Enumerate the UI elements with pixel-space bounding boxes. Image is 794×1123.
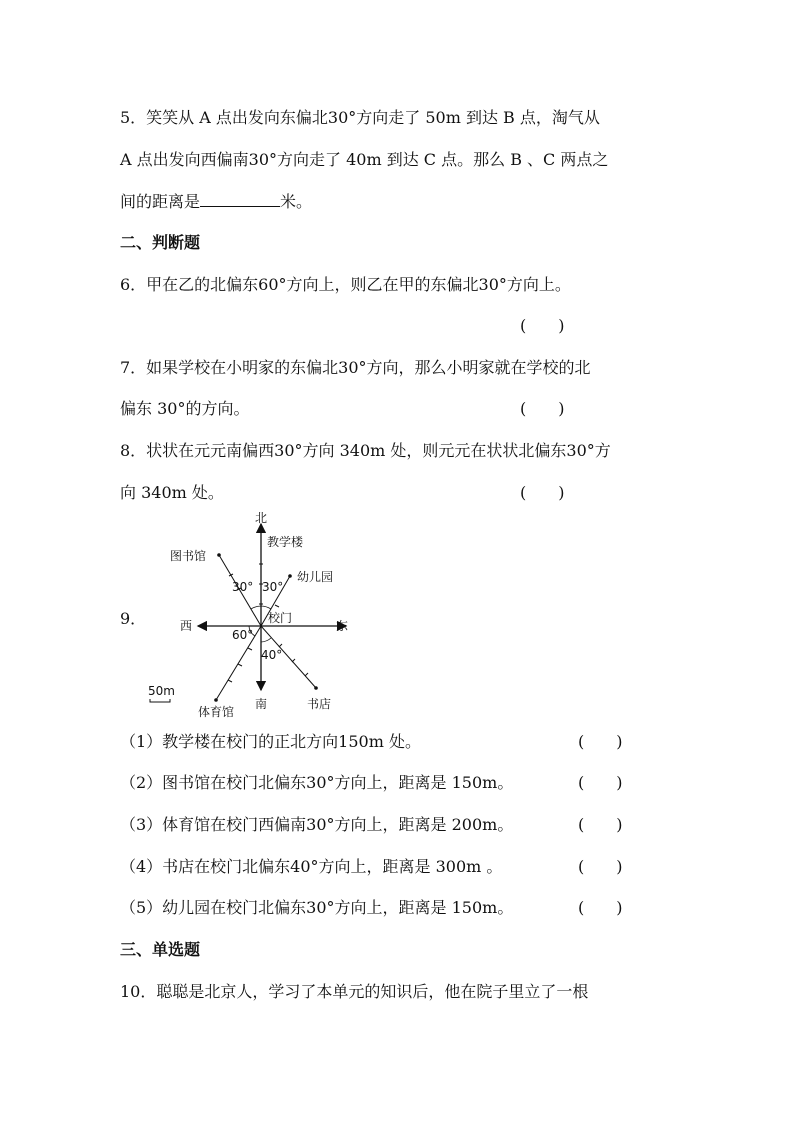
label-teaching-building: 教学楼 <box>267 535 304 549</box>
q7-answer-paren[interactable]: ( ) <box>520 399 565 418</box>
q5-line-3-prefix: 间的距离是 <box>120 192 201 211</box>
label-east: 东 <box>336 619 349 633</box>
q5-line-1: 5．笑笑从 A 点出发向东偏北30°方向走了 50m 到达 B 点，淘气从 <box>120 108 600 127</box>
label-bookstore: 书店 <box>307 697 332 711</box>
q9-item-1: （1）教学楼在校门的正北方向150m 处。 <box>120 732 421 751</box>
q8-answer-paren[interactable]: ( ) <box>520 483 565 502</box>
q6-line-1: 6．甲在乙的北偏东60°方向上，则乙在甲的东偏北30°方向上。 <box>120 275 571 294</box>
q9-item-4: （4）书店在校门北偏东40°方向上，距离是 300m 。 <box>120 857 503 876</box>
q8-line-2: 向 340m 处。 <box>120 483 224 502</box>
q5-answer-blank[interactable] <box>200 192 280 207</box>
q7-line-1: 7．如果学校在小明家的东偏北30°方向，那么小明家就在学校的北 <box>120 358 591 377</box>
q5-line-2: A 点出发向西偏南30°方向走了 40m 到达 C 点。那么 B 、C 两点之 <box>120 150 609 169</box>
label-school-gate: 校门 <box>268 611 293 625</box>
q9-item-4-paren[interactable]: ( ) <box>578 857 623 876</box>
label-library: 图书馆 <box>170 549 207 563</box>
label-north: 北 <box>255 511 268 525</box>
q9-number: 9． <box>120 609 147 628</box>
q9-item-2-paren[interactable]: ( ) <box>578 773 623 792</box>
label-south: 南 <box>255 697 268 711</box>
q9-item-3: （3）体育馆在校门西偏南30°方向上，距离是 200m。 <box>120 815 514 834</box>
q7-line-2: 偏东 30°的方向。 <box>120 399 250 418</box>
label-scale: 50m <box>148 684 175 698</box>
q9-item-5-paren[interactable]: ( ) <box>578 898 623 917</box>
q9-item-2: （2）图书馆在校门北偏东30°方向上，距离是 150m。 <box>120 773 514 792</box>
q6-answer-paren[interactable]: ( ) <box>520 316 565 335</box>
q5-line-3 <box>120 192 312 212</box>
q10-line-1: 10．聪聪是北京人，学习了本单元的知识后，他在院子里立了一根 <box>120 982 589 1001</box>
label-gym: 体育馆 <box>198 705 235 719</box>
direction-diagram <box>140 508 370 723</box>
label-angle-30-right: 30° <box>262 580 284 594</box>
q9-item-1-paren[interactable]: ( ) <box>578 732 623 751</box>
label-west: 西 <box>180 619 193 633</box>
label-angle-60: 60° <box>232 628 254 642</box>
section-2-title: 二、判断题 <box>120 233 201 252</box>
scale-bar <box>150 699 170 702</box>
q9-item-3-paren[interactable]: ( ) <box>578 815 623 834</box>
label-angle-30-left: 30° <box>232 580 254 594</box>
label-angle-40: 40° <box>261 648 283 662</box>
q8-line-1: 8．状状在元元南偏西30°方向 340m 处，则元元在状状北偏东30°方 <box>120 441 611 460</box>
section-3-title: 三、单选题 <box>120 940 201 959</box>
label-kindergarten: 幼儿园 <box>297 570 334 584</box>
q5-line-3-suffix: 米。 <box>280 192 313 211</box>
q9-item-5: （5）幼儿园在校门北偏东30°方向上，距离是 150m。 <box>120 898 514 917</box>
